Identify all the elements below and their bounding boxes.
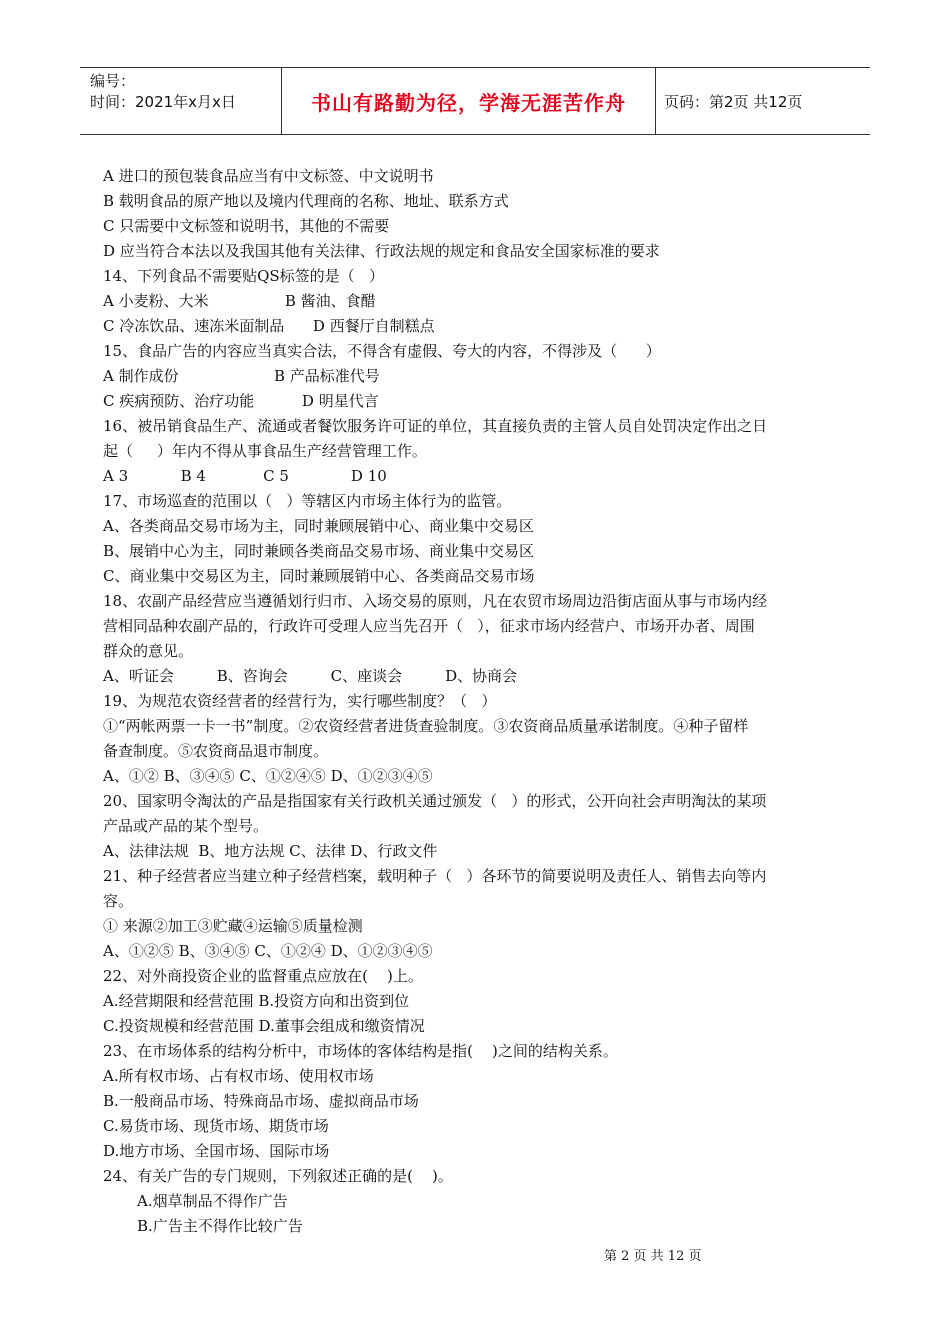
motto: 书山有路勤为径，学海无涯苦作舟 — [311, 90, 626, 115]
time-label: 时间：2021年x月x日 — [90, 93, 236, 111]
header-page-info-cell — [656, 68, 870, 134]
page-footer: 第 2 页 共 12 页 — [604, 1249, 702, 1264]
text-line: 容。 — [103, 892, 134, 910]
text-line: 16、被吊销食品生产、流通或者餐饮服务许可证的单位，其直接负责的主管人员自处罚决定作出之日 — [103, 417, 768, 435]
text-line: C 冷冻饮品、速冻米面制品 D 西餐厅自制糕点 — [103, 317, 435, 335]
text-line: C 疾病预防、治疗功能 D 明星代言 — [103, 392, 379, 410]
text-line: 起（ ）年内不得从事食品生产经营管理工作。 — [103, 442, 427, 460]
text-line: D.地方市场、全国市场、国际市场 — [103, 1142, 330, 1160]
text-line: B、展销中心为主，同时兼顾各类商品交易市场、商业集中交易区 — [103, 542, 535, 560]
text-line: 备查制度。⑤农资商品退市制度。 — [103, 742, 329, 760]
text-line: 营相同品种农副产品的，行政许可受理人应当先召开（ ），征求市场内经营户、市场开办者、周围 — [103, 617, 755, 635]
header-motto-cell — [282, 68, 656, 134]
page-header — [80, 67, 870, 135]
text-line: 20、国家明令淘汰的产品是指国家有关行政机关通过颁发（ ）的形式，公开向社会声明淘汰的某项 — [103, 792, 767, 810]
text-line: A 小麦粉、大米 B 酱油、食醋 — [103, 292, 376, 310]
text-line: ①“两帐两票一卡一书”制度。②农资经营者进货查验制度。③农资商品质量承诺制度。④种子留样 — [103, 717, 749, 735]
text-line: 23、在市场体系的结构分析中，市场体的客体结构是指( )之间的结构关系。 — [103, 1042, 618, 1060]
text-line: 24、有关广告的专门规则，下列叙述正确的是( )。 — [103, 1167, 453, 1185]
text-line: 21、种子经营者应当建立种子经营档案，载明种子（ ）各环节的简要说明及责任人、销售去向等内 — [103, 867, 767, 885]
text-line: A.所有权市场、占有权市场、使用权市场 — [103, 1067, 374, 1085]
text-line: C、商业集中交易区为主，同时兼顾展销中心、各类商品交易市场 — [103, 567, 535, 585]
text-line: A、各类商品交易市场为主，同时兼顾展销中心、商业集中交易区 — [103, 517, 534, 535]
text-line: B.广告主不得作比较广告 — [137, 1217, 303, 1235]
text-line: A、①②⑤ B、③④⑤ C、①②④ D、①②③④⑤ — [103, 942, 433, 960]
text-line: A、①② B、③④⑤ C、①②④⑤ D、①②③④⑤ — [103, 767, 433, 785]
text-line: 19、为规范农资经营者的经营行为，实行哪些制度？（ ） — [103, 692, 497, 710]
text-line: B.一般商品市场、特殊商品市场、虚拟商品市场 — [103, 1092, 419, 1110]
text-line: 产品或产品的某个型号。 — [103, 817, 269, 835]
page-info: 页码：第2页 共12页 — [664, 92, 803, 111]
text-line: A、听证会 B、咨询会 C、座谈会 D、协商会 — [103, 667, 518, 685]
text-line: A 进口的预包装食品应当有中文标签、中文说明书 — [103, 167, 434, 185]
text-line: A.烟草制品不得作广告 — [137, 1192, 288, 1210]
text-line: A.经营期限和经营范围 B.投资方向和出资到位 — [103, 992, 410, 1010]
header-meta — [80, 68, 282, 134]
text-line: C.易货市场、现货市场、期货市场 — [103, 1117, 329, 1135]
text-line: A 制作成份 B 产品标准代号 — [103, 367, 380, 385]
text-line: 14、下列食品不需要贴QS标签的是（ ） — [103, 267, 384, 285]
text-line: A 3 B 4 C 5 D 10 — [103, 467, 387, 485]
text-line: C.投资规模和经营范围 D.董事会组成和缴资情况 — [103, 1017, 425, 1035]
text-line: 15、食品广告的内容应当真实合法，不得含有虚假、夸大的内容，不得涉及（ ） — [103, 342, 661, 360]
text-line: ① 来源②加工③贮藏④运输⑤质量检测 — [103, 917, 363, 935]
text-line: 22、对外商投资企业的监督重点应放在( )上。 — [103, 967, 423, 985]
text-line: 群众的意见。 — [103, 642, 194, 660]
text-line: 17、市场巡查的范围以（ ）等辖区内市场主体行为的监管。 — [103, 492, 512, 510]
number-label: 编号： — [90, 72, 136, 90]
text-line: D 应当符合本法以及我国其他有关法律、行政法规的规定和食品安全国家标准的要求 — [103, 242, 660, 260]
text-line: B 载明食品的原产地以及境内代理商的名称、地址、联系方式 — [103, 192, 509, 210]
text-line: C 只需要中文标签和说明书，其他的不需要 — [103, 217, 390, 235]
text-line: A、法律法规 B、地方法规 C、法律 D、行政文件 — [103, 842, 438, 860]
document-body — [103, 164, 848, 1239]
text-line: 18、农副产品经营应当遵循划行归市、入场交易的原则，凡在农贸市场周边沿街店面从事与市场内经 — [103, 592, 768, 610]
